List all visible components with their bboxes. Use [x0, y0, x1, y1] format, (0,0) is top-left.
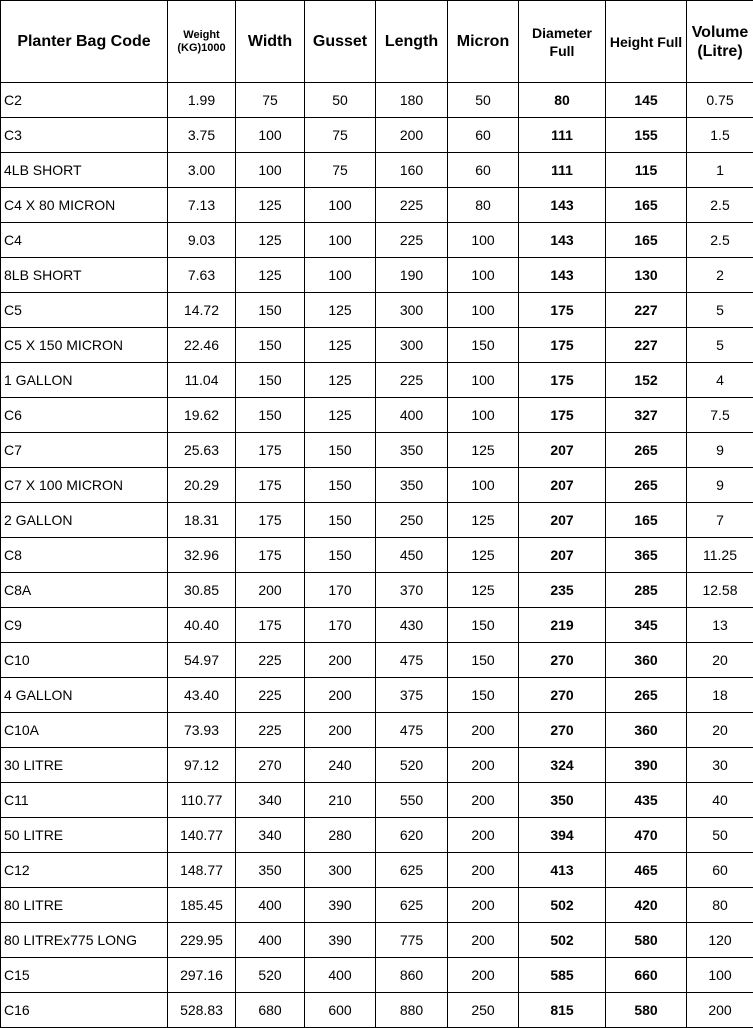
cell-volume: 9 [687, 468, 753, 503]
header-weight-line2: (KG)1000 [168, 42, 235, 55]
cell-diameter: 413 [519, 853, 606, 888]
table-row [1, 993, 753, 1028]
cell-code: C7 X 100 MICRON [1, 468, 168, 503]
cell-diameter: 270 [519, 678, 606, 713]
cell-micron: 150 [448, 643, 519, 678]
cell-height: 390 [606, 748, 687, 783]
table-row [1, 538, 753, 573]
cell-volume: 50 [687, 818, 753, 853]
cell-micron: 125 [448, 538, 519, 573]
cell-volume: 100 [687, 958, 753, 993]
cell-gusset: 150 [305, 468, 376, 503]
cell-length: 250 [376, 503, 448, 538]
cell-gusset: 200 [305, 643, 376, 678]
cell-gusset: 50 [305, 83, 376, 118]
header-volume-line1: Volume [687, 23, 753, 42]
cell-code: 1 GALLON [1, 363, 168, 398]
cell-length: 370 [376, 573, 448, 608]
cell-weight: 297.16 [168, 958, 236, 993]
cell-code: C11 [1, 783, 168, 818]
cell-height: 345 [606, 608, 687, 643]
cell-volume: 30 [687, 748, 753, 783]
cell-diameter: 175 [519, 328, 606, 363]
cell-weight: 7.63 [168, 258, 236, 293]
cell-micron: 125 [448, 573, 519, 608]
cell-height: 465 [606, 853, 687, 888]
cell-diameter: 143 [519, 188, 606, 223]
table-row [1, 293, 753, 328]
cell-width: 340 [236, 783, 305, 818]
cell-volume: 20 [687, 713, 753, 748]
table-row [1, 258, 753, 293]
header-volume-line2: (Litre) [687, 42, 753, 61]
cell-micron: 125 [448, 433, 519, 468]
cell-gusset: 100 [305, 223, 376, 258]
table-row [1, 818, 753, 853]
cell-diameter: 143 [519, 223, 606, 258]
cell-code: C5 [1, 293, 168, 328]
cell-micron: 150 [448, 328, 519, 363]
cell-height: 360 [606, 643, 687, 678]
cell-weight: 528.83 [168, 993, 236, 1028]
cell-width: 200 [236, 573, 305, 608]
table-row [1, 888, 753, 923]
cell-code: C10A [1, 713, 168, 748]
cell-width: 225 [236, 643, 305, 678]
cell-micron: 50 [448, 83, 519, 118]
header-code: Planter Bag Code [1, 1, 168, 83]
cell-diameter: 502 [519, 888, 606, 923]
cell-length: 625 [376, 853, 448, 888]
cell-gusset: 75 [305, 153, 376, 188]
cell-width: 175 [236, 433, 305, 468]
table-body [1, 83, 753, 1028]
cell-weight: 3.00 [168, 153, 236, 188]
cell-micron: 200 [448, 888, 519, 923]
cell-gusset: 390 [305, 923, 376, 958]
cell-volume: 7 [687, 503, 753, 538]
cell-weight: 32.96 [168, 538, 236, 573]
cell-volume: 4 [687, 363, 753, 398]
header-length: Length [376, 1, 448, 83]
cell-weight: 54.97 [168, 643, 236, 678]
cell-volume: 5 [687, 293, 753, 328]
cell-height: 327 [606, 398, 687, 433]
cell-diameter: 585 [519, 958, 606, 993]
cell-micron: 100 [448, 258, 519, 293]
cell-weight: 185.45 [168, 888, 236, 923]
cell-volume: 9 [687, 433, 753, 468]
cell-width: 225 [236, 678, 305, 713]
cell-length: 400 [376, 398, 448, 433]
cell-length: 190 [376, 258, 448, 293]
cell-weight: 97.12 [168, 748, 236, 783]
cell-weight: 22.46 [168, 328, 236, 363]
cell-height: 130 [606, 258, 687, 293]
cell-volume: 2 [687, 258, 753, 293]
cell-volume: 60 [687, 853, 753, 888]
cell-width: 150 [236, 293, 305, 328]
cell-code: 2 GALLON [1, 503, 168, 538]
cell-micron: 250 [448, 993, 519, 1028]
table-row [1, 468, 753, 503]
cell-volume: 5 [687, 328, 753, 363]
cell-length: 775 [376, 923, 448, 958]
cell-height: 360 [606, 713, 687, 748]
cell-code: C6 [1, 398, 168, 433]
header-weight [168, 1, 236, 83]
cell-diameter: 175 [519, 398, 606, 433]
cell-height: 145 [606, 83, 687, 118]
cell-width: 680 [236, 993, 305, 1028]
cell-diameter: 80 [519, 83, 606, 118]
table-row [1, 363, 753, 398]
cell-code: 50 LITRE [1, 818, 168, 853]
cell-length: 375 [376, 678, 448, 713]
header-weight-line1: Weight [168, 29, 235, 42]
cell-diameter: 111 [519, 118, 606, 153]
cell-weight: 3.75 [168, 118, 236, 153]
cell-micron: 100 [448, 363, 519, 398]
cell-volume: 20 [687, 643, 753, 678]
cell-length: 300 [376, 328, 448, 363]
cell-length: 160 [376, 153, 448, 188]
cell-gusset: 240 [305, 748, 376, 783]
cell-length: 350 [376, 433, 448, 468]
cell-code: C3 [1, 118, 168, 153]
cell-width: 175 [236, 608, 305, 643]
cell-code: C12 [1, 853, 168, 888]
cell-gusset: 75 [305, 118, 376, 153]
cell-gusset: 200 [305, 713, 376, 748]
cell-height: 115 [606, 153, 687, 188]
cell-gusset: 210 [305, 783, 376, 818]
cell-weight: 1.99 [168, 83, 236, 118]
header-volume [687, 1, 753, 83]
cell-width: 100 [236, 153, 305, 188]
cell-height: 470 [606, 818, 687, 853]
cell-gusset: 600 [305, 993, 376, 1028]
cell-code: C4 X 80 MICRON [1, 188, 168, 223]
cell-volume: 80 [687, 888, 753, 923]
cell-width: 125 [236, 223, 305, 258]
header-micron: Micron [448, 1, 519, 83]
cell-width: 175 [236, 503, 305, 538]
cell-length: 620 [376, 818, 448, 853]
header-row [1, 1, 753, 83]
cell-height: 265 [606, 433, 687, 468]
cell-gusset: 100 [305, 188, 376, 223]
table-row [1, 748, 753, 783]
cell-code: C7 [1, 433, 168, 468]
cell-gusset: 125 [305, 398, 376, 433]
cell-gusset: 280 [305, 818, 376, 853]
cell-micron: 125 [448, 503, 519, 538]
header-diameter-line1: Diameter [519, 24, 605, 42]
cell-length: 520 [376, 748, 448, 783]
header-gusset: Gusset [305, 1, 376, 83]
cell-weight: 25.63 [168, 433, 236, 468]
cell-micron: 80 [448, 188, 519, 223]
cell-height: 165 [606, 503, 687, 538]
cell-code: C16 [1, 993, 168, 1028]
cell-diameter: 394 [519, 818, 606, 853]
cell-micron: 100 [448, 223, 519, 258]
cell-weight: 140.77 [168, 818, 236, 853]
cell-volume: 1.5 [687, 118, 753, 153]
cell-width: 400 [236, 923, 305, 958]
cell-diameter: 207 [519, 433, 606, 468]
cell-code: 4LB SHORT [1, 153, 168, 188]
cell-length: 225 [376, 223, 448, 258]
cell-micron: 200 [448, 853, 519, 888]
cell-length: 200 [376, 118, 448, 153]
cell-code: C4 [1, 223, 168, 258]
cell-weight: 11.04 [168, 363, 236, 398]
cell-weight: 20.29 [168, 468, 236, 503]
cell-height: 285 [606, 573, 687, 608]
cell-height: 265 [606, 678, 687, 713]
cell-height: 165 [606, 223, 687, 258]
cell-code: 8LB SHORT [1, 258, 168, 293]
cell-width: 150 [236, 398, 305, 433]
cell-length: 625 [376, 888, 448, 923]
cell-gusset: 390 [305, 888, 376, 923]
cell-micron: 200 [448, 713, 519, 748]
cell-diameter: 219 [519, 608, 606, 643]
cell-code: 30 LITRE [1, 748, 168, 783]
cell-height: 227 [606, 293, 687, 328]
cell-code: C9 [1, 608, 168, 643]
cell-width: 520 [236, 958, 305, 993]
table-row [1, 503, 753, 538]
table-row [1, 923, 753, 958]
cell-micron: 150 [448, 678, 519, 713]
cell-weight: 229.95 [168, 923, 236, 958]
cell-height: 365 [606, 538, 687, 573]
cell-width: 100 [236, 118, 305, 153]
cell-diameter: 207 [519, 468, 606, 503]
cell-width: 350 [236, 853, 305, 888]
cell-height: 580 [606, 993, 687, 1028]
cell-gusset: 150 [305, 433, 376, 468]
cell-weight: 30.85 [168, 573, 236, 608]
cell-height: 660 [606, 958, 687, 993]
cell-gusset: 150 [305, 538, 376, 573]
cell-weight: 43.40 [168, 678, 236, 713]
cell-length: 550 [376, 783, 448, 818]
cell-weight: 9.03 [168, 223, 236, 258]
cell-length: 430 [376, 608, 448, 643]
cell-weight: 18.31 [168, 503, 236, 538]
cell-micron: 60 [448, 118, 519, 153]
cell-volume: 11.25 [687, 538, 753, 573]
table-row [1, 398, 753, 433]
cell-gusset: 170 [305, 573, 376, 608]
cell-width: 175 [236, 468, 305, 503]
cell-micron: 100 [448, 293, 519, 328]
cell-diameter: 235 [519, 573, 606, 608]
cell-weight: 19.62 [168, 398, 236, 433]
table-row [1, 643, 753, 678]
table-row [1, 328, 753, 363]
table-row [1, 433, 753, 468]
cell-diameter: 143 [519, 258, 606, 293]
cell-weight: 73.93 [168, 713, 236, 748]
cell-micron: 200 [448, 818, 519, 853]
cell-diameter: 111 [519, 153, 606, 188]
cell-diameter: 175 [519, 363, 606, 398]
cell-volume: 200 [687, 993, 753, 1028]
cell-gusset: 125 [305, 328, 376, 363]
cell-volume: 0.75 [687, 83, 753, 118]
cell-volume: 2.5 [687, 188, 753, 223]
cell-length: 860 [376, 958, 448, 993]
cell-diameter: 270 [519, 643, 606, 678]
cell-code: 80 LITREx775 LONG [1, 923, 168, 958]
cell-length: 475 [376, 713, 448, 748]
header-diameter-line2: Full [519, 42, 605, 60]
cell-weight: 148.77 [168, 853, 236, 888]
cell-gusset: 100 [305, 258, 376, 293]
cell-volume: 120 [687, 923, 753, 958]
cell-micron: 100 [448, 398, 519, 433]
cell-gusset: 170 [305, 608, 376, 643]
cell-code: 4 GALLON [1, 678, 168, 713]
cell-width: 125 [236, 258, 305, 293]
cell-length: 475 [376, 643, 448, 678]
cell-diameter: 324 [519, 748, 606, 783]
table-row [1, 608, 753, 643]
table-row [1, 713, 753, 748]
cell-volume: 2.5 [687, 223, 753, 258]
cell-width: 400 [236, 888, 305, 923]
cell-height: 152 [606, 363, 687, 398]
cell-code: C2 [1, 83, 168, 118]
cell-volume: 7.5 [687, 398, 753, 433]
table-row [1, 153, 753, 188]
cell-height: 420 [606, 888, 687, 923]
cell-volume: 18 [687, 678, 753, 713]
cell-gusset: 200 [305, 678, 376, 713]
cell-length: 225 [376, 188, 448, 223]
cell-diameter: 207 [519, 538, 606, 573]
cell-diameter: 502 [519, 923, 606, 958]
cell-weight: 14.72 [168, 293, 236, 328]
cell-length: 180 [376, 83, 448, 118]
header-width: Width [236, 1, 305, 83]
cell-width: 270 [236, 748, 305, 783]
table-row [1, 853, 753, 888]
cell-gusset: 125 [305, 363, 376, 398]
cell-width: 225 [236, 713, 305, 748]
cell-code: C15 [1, 958, 168, 993]
cell-length: 300 [376, 293, 448, 328]
table-row [1, 783, 753, 818]
header-diameter [519, 1, 606, 83]
cell-weight: 40.40 [168, 608, 236, 643]
cell-code: C8 [1, 538, 168, 573]
cell-height: 435 [606, 783, 687, 818]
cell-gusset: 400 [305, 958, 376, 993]
cell-width: 125 [236, 188, 305, 223]
cell-micron: 200 [448, 923, 519, 958]
cell-height: 580 [606, 923, 687, 958]
cell-weight: 7.13 [168, 188, 236, 223]
cell-width: 150 [236, 363, 305, 398]
cell-height: 155 [606, 118, 687, 153]
cell-diameter: 350 [519, 783, 606, 818]
cell-diameter: 175 [519, 293, 606, 328]
cell-micron: 100 [448, 468, 519, 503]
table-row [1, 958, 753, 993]
cell-width: 75 [236, 83, 305, 118]
cell-micron: 60 [448, 153, 519, 188]
cell-volume: 1 [687, 153, 753, 188]
table-row [1, 83, 753, 118]
table-row [1, 118, 753, 153]
cell-micron: 200 [448, 748, 519, 783]
cell-gusset: 125 [305, 293, 376, 328]
cell-width: 340 [236, 818, 305, 853]
cell-diameter: 270 [519, 713, 606, 748]
cell-gusset: 150 [305, 503, 376, 538]
cell-code: C10 [1, 643, 168, 678]
cell-height: 165 [606, 188, 687, 223]
cell-diameter: 207 [519, 503, 606, 538]
cell-length: 880 [376, 993, 448, 1028]
cell-micron: 150 [448, 608, 519, 643]
cell-micron: 200 [448, 958, 519, 993]
cell-length: 450 [376, 538, 448, 573]
cell-volume: 12.58 [687, 573, 753, 608]
cell-code: C5 X 150 MICRON [1, 328, 168, 363]
cell-width: 150 [236, 328, 305, 363]
cell-volume: 13 [687, 608, 753, 643]
header-height: Height Full [606, 1, 687, 83]
cell-length: 350 [376, 468, 448, 503]
cell-volume: 40 [687, 783, 753, 818]
table-row [1, 573, 753, 608]
cell-code: 80 LITRE [1, 888, 168, 923]
table-row [1, 188, 753, 223]
cell-width: 175 [236, 538, 305, 573]
table-row [1, 223, 753, 258]
cell-micron: 200 [448, 783, 519, 818]
cell-gusset: 300 [305, 853, 376, 888]
table-row [1, 678, 753, 713]
cell-code: C8A [1, 573, 168, 608]
cell-height: 227 [606, 328, 687, 363]
cell-diameter: 815 [519, 993, 606, 1028]
cell-weight: 110.77 [168, 783, 236, 818]
cell-length: 225 [376, 363, 448, 398]
cell-height: 265 [606, 468, 687, 503]
